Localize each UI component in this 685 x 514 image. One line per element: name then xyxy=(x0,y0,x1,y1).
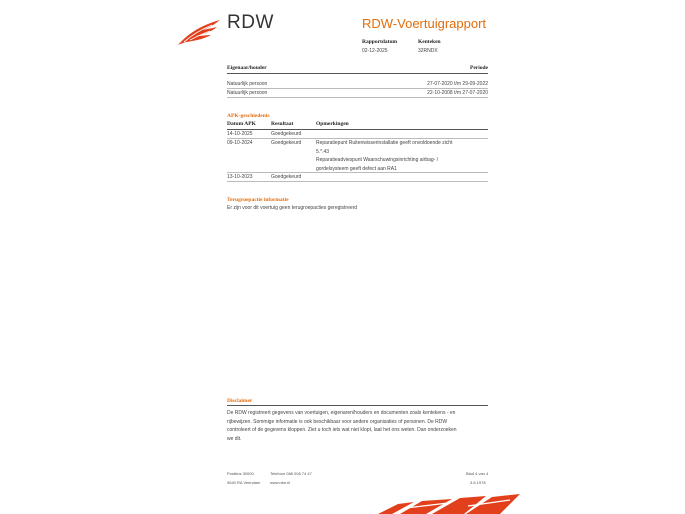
owner-cell: Natuurlijk persoon xyxy=(227,81,268,87)
disclaimer-line: De RDW registreert gegevens van voertuigen, eigenaren/houders en documenten zoals kentekens - en xyxy=(227,410,456,416)
apk-date-cell: 14-10-2025 xyxy=(227,131,253,137)
period-column-header: Periode xyxy=(469,65,488,71)
apk-table-header xyxy=(227,121,488,130)
apk-result-cell: Goedgekeurd xyxy=(271,140,302,146)
footer-page-number: Blad 4 van 4 xyxy=(466,471,489,476)
apk-remarks-header: Opmerkingen xyxy=(316,121,349,127)
brand-name: RDW xyxy=(227,12,274,33)
apk-date-header: Datum APK xyxy=(227,121,256,127)
apk-remark-line: Reparatiepunt Ruitenwisserinstallatie geeft onvoldoende zicht xyxy=(316,140,453,146)
recall-section-title: Terugroepactie informatie xyxy=(227,197,289,203)
disclaimer-line: rijbewijzen. Sommige informatie is ook beschikbaar voor andere organisaties of personen. De RDW xyxy=(227,418,448,425)
disclaimer-line: we dit. xyxy=(227,435,242,442)
report-date-label: Rapportdatum xyxy=(362,39,398,45)
rdw-logo-icon xyxy=(176,18,222,46)
decorative-stripes-icon xyxy=(370,490,530,514)
owner-table-header xyxy=(227,65,488,74)
apk-section-title: APK-geschiedenis xyxy=(227,113,270,119)
apk-remarks-cell xyxy=(316,139,486,173)
report-date-value: 02-12-2025 xyxy=(362,48,388,54)
report-date-block xyxy=(362,39,397,54)
owner-row xyxy=(227,81,488,89)
owner-column-header: Eigenaar/houder xyxy=(227,65,267,71)
apk-date-cell: 13-10-2023 xyxy=(227,174,253,180)
period-cell: 22-10-2008 t/m 27-07-2020 xyxy=(427,90,488,96)
disclaimer-text xyxy=(227,409,489,443)
recall-text: Er zijn voor dit voertuig geen terugroepacties geregistreerd xyxy=(227,205,358,211)
footer-code: 3.6.1978 xyxy=(470,480,486,485)
disclaimer-divider xyxy=(227,405,488,406)
footer-website-link[interactable]: www.rdw.nl xyxy=(270,480,291,485)
footer-postbus: Postbus 30000 xyxy=(227,471,254,476)
owner-row xyxy=(227,90,488,98)
plate-value: 32RNDX xyxy=(418,48,438,54)
apk-remark-line: 5.*.43 xyxy=(316,148,330,155)
apk-row xyxy=(227,139,488,173)
apk-row xyxy=(227,173,488,182)
apk-remark-line: Reparatieadviespunt Waarschuwingsinrichting airbag- / xyxy=(316,157,439,163)
apk-result-cell: Goedgekeurd xyxy=(271,174,302,180)
apk-row xyxy=(227,130,488,139)
plate-label: Kenteken xyxy=(418,39,441,45)
apk-result-cell: Goedgekeurd xyxy=(271,131,302,137)
disclaimer-title: Disclaimer xyxy=(227,398,253,404)
report-title: RDW-Voertuigrapport xyxy=(362,16,487,31)
apk-date-cell: 09-10-2024 xyxy=(227,140,253,146)
period-cell: 27-07-2020 t/m 29-09-2022 xyxy=(427,81,488,87)
owner-cell: Natuurlijk persoon xyxy=(227,90,268,96)
apk-remark-line: gordelsysteem geeft defect aan RA1 xyxy=(316,165,397,172)
disclaimer-line: controleert of de gegevens kloppen. Ziet u toch iets wat niet klopt, laat het ons weten. Dan onderzoeken xyxy=(227,427,457,433)
footer-city: 9640 RA Veendam xyxy=(227,480,261,485)
plate-block xyxy=(418,39,441,54)
footer-phone: Telefoon 088 008 74 47 xyxy=(270,471,312,476)
apk-result-header: Resultaat xyxy=(271,121,294,127)
